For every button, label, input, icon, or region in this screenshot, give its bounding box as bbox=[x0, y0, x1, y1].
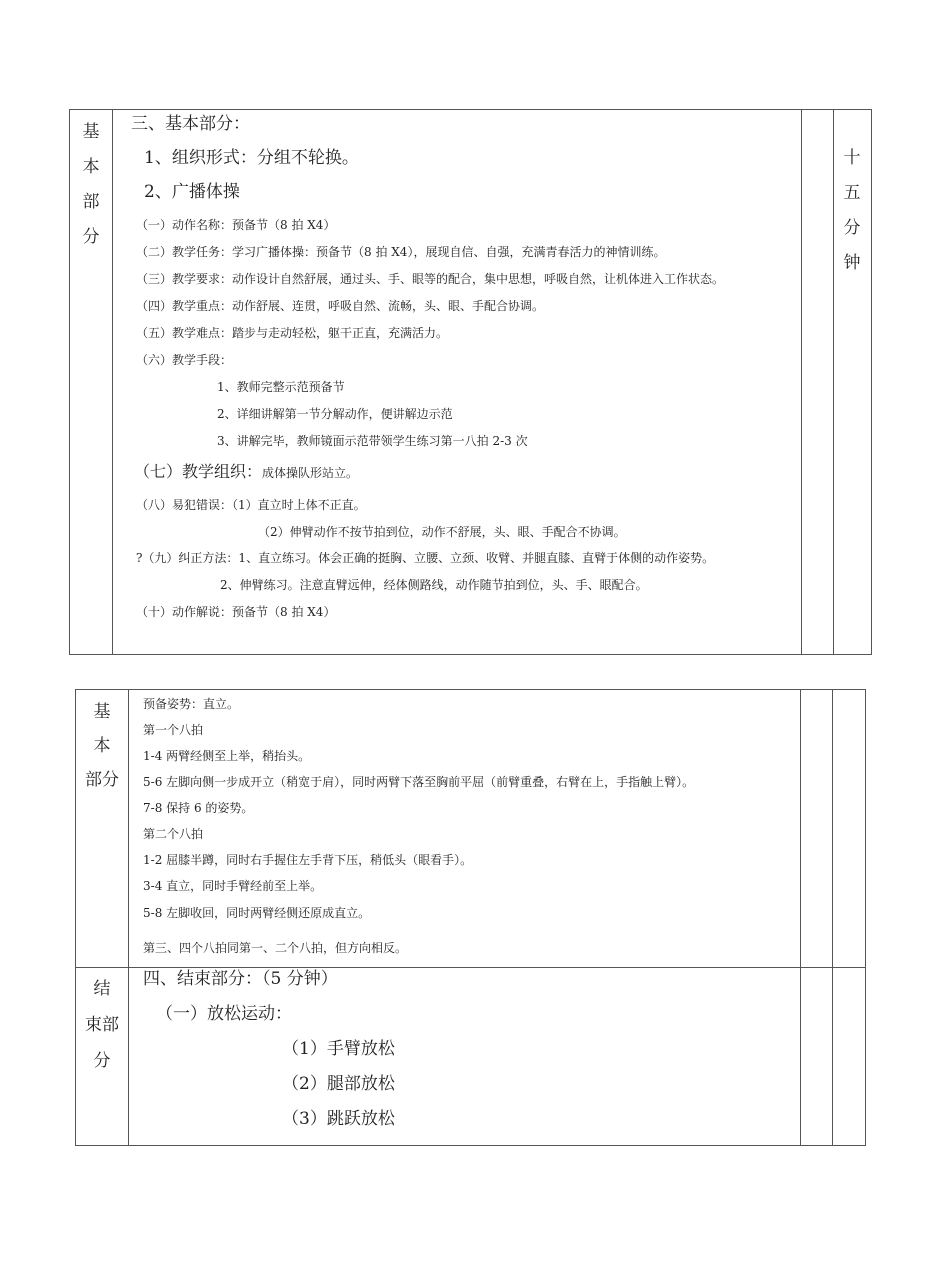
movement-line: 7-8 保持 6 的姿势。 bbox=[143, 801, 254, 815]
movement-line: 3-4 直立，同时手臂经前至上举。 bbox=[143, 879, 323, 893]
item-line: （四）教学重点：动作舒展、连贯，呼吸自然、流畅，头、眼、手配合协调。 bbox=[136, 299, 545, 313]
relax-item: （1）手臂放松 bbox=[282, 1039, 395, 1059]
item-line: （三）教学要求：动作设计自然舒展，通过头、手、眼等的配合，集中思想，呼吸自然，让机体进入工作状态。 bbox=[136, 272, 725, 286]
organization-row bbox=[134, 464, 358, 480]
relax-heading: （一）放松运动： bbox=[156, 1004, 292, 1024]
movement-line: 1-4 两臂经侧至上举，稍抬头。 bbox=[143, 749, 311, 763]
column-divider bbox=[832, 690, 833, 1145]
explanation-line: （十）动作解说：预备节（8 拍 X4） bbox=[136, 605, 336, 619]
method-line: 1、教师完整示范预备节 bbox=[217, 380, 345, 394]
column-divider bbox=[801, 110, 802, 654]
method-line: 3、讲解完毕，教师镜面示范带领学生练习第一八拍 2-3 次 bbox=[217, 434, 528, 448]
topic-line: 2、广播体操 bbox=[144, 182, 240, 202]
lesson-table-basic bbox=[69, 109, 872, 655]
movement-line: 1-2 屈膝半蹲，同时右手握住左手背下压，稍低头（眼看手）。 bbox=[143, 853, 473, 867]
relax-item: （3）跳跃放松 bbox=[282, 1109, 395, 1129]
movement-line: 第二个八拍 bbox=[143, 827, 204, 841]
correction-line: ?（九）纠正方法：1、直立练习。体会正确的挺胸、立腰、立颈、收臂、并腿直膝、直臂于体侧的动作姿势。 bbox=[136, 551, 715, 565]
movement-line: 第一个八拍 bbox=[143, 723, 204, 737]
organization-line: 1、组织形式：分组不轮换。 bbox=[144, 148, 359, 168]
organization-label: （七）教学组织： bbox=[134, 462, 263, 481]
correction-line: 2、伸臂练习。注意直臂远伸，经体侧路线，动作随节拍到位，头、手、眼配合。 bbox=[220, 578, 648, 592]
item-line: （五）教学难点：踏步与走动轻松，躯干正直，充满活力。 bbox=[136, 326, 449, 340]
item-line: （一）动作名称：预备节（8 拍 X4） bbox=[136, 218, 336, 232]
section-label-basic: 基 本 部分 bbox=[85, 702, 119, 790]
duration-label: 十 五 分 钟 bbox=[843, 148, 861, 273]
ending-heading: 四、结束部分：（5 分钟） bbox=[143, 969, 338, 989]
lesson-table-continued bbox=[75, 689, 866, 1146]
organization-text: 成体操队形站立。 bbox=[262, 466, 359, 480]
item-line: （二）教学任务：学习广播体操：预备节（8 拍 X4），展现自信、自强，充满青春活力的神情训练。 bbox=[136, 245, 666, 259]
relax-item: （2）腿部放松 bbox=[282, 1074, 395, 1094]
errors-line: （2）伸臂动作不按节拍到位，动作不舒展，头、眼、手配合不协调。 bbox=[258, 525, 626, 539]
section-label-basic: 基 本 部 分 bbox=[82, 122, 100, 247]
column-divider bbox=[128, 690, 129, 1145]
row-divider bbox=[76, 967, 865, 968]
column-divider bbox=[112, 110, 113, 654]
section-heading: 三、基本部分： bbox=[131, 114, 250, 134]
item-line: （六）教学手段： bbox=[136, 353, 233, 367]
movement-line: 预备姿势：直立。 bbox=[143, 697, 240, 711]
movement-line: 5-8 左脚收回，同时两臂经侧还原成直立。 bbox=[143, 906, 371, 920]
movement-line: 5-6 左脚向侧一步成开立（稍宽于肩），同时两臂下落至胸前平屈（前臂重叠，右臂在上，手指触上臂）。 bbox=[143, 775, 695, 789]
column-divider bbox=[800, 690, 801, 1145]
method-line: 2、详细讲解第一节分解动作，便讲解边示范 bbox=[217, 407, 453, 421]
errors-line: （八）易犯错误：（1）直立时上体不正直。 bbox=[136, 498, 366, 512]
movement-line: 第三、四个八拍同第一、二个八拍，但方向相反。 bbox=[143, 941, 408, 955]
section-label-ending: 结 束部 分 bbox=[85, 979, 119, 1071]
